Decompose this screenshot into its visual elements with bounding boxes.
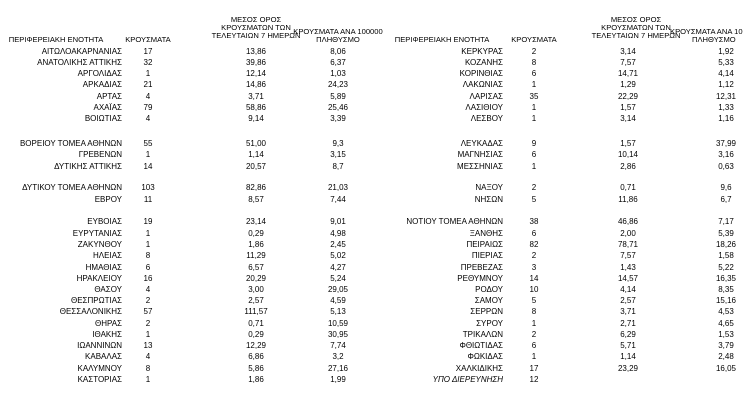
- avg7-value: 9,14: [248, 114, 264, 123]
- avg7-value: 51,00: [245, 139, 267, 148]
- region-name: ΡΕΘΥΜΝΟΥ: [457, 274, 503, 283]
- per100k-value: 0,63: [718, 162, 734, 171]
- region-name: ΡΟΔΟΥ: [475, 285, 503, 294]
- cases-value: 35: [529, 92, 539, 101]
- avg7-value: 20,29: [245, 274, 267, 283]
- cases-value: 21: [143, 80, 153, 89]
- cases-value: 6: [531, 150, 537, 159]
- table-row: [0, 239, 375, 250]
- avg7-value: 20,57: [245, 162, 267, 171]
- avg7-value: 2,71: [620, 319, 636, 328]
- table-row: [386, 216, 750, 227]
- region-name: ΙΘΑΚΗΣ: [92, 330, 122, 339]
- region-name: ΕΥΒΟΙΑΣ: [87, 217, 122, 226]
- table-row: [386, 91, 750, 102]
- per100k-value: 5,22: [718, 263, 734, 272]
- avg7-value: 3,14: [620, 114, 636, 123]
- avg7-value: 3,71: [620, 307, 636, 316]
- per100k-value: 1,58: [718, 251, 734, 260]
- table-row: [386, 239, 750, 250]
- region-name: ΥΠΟ ΔΙΕΡΕΥΝΗΣΗ: [432, 375, 503, 384]
- avg7-value: 5,71: [620, 341, 636, 350]
- region-name: ΚΑΣΤΟΡΙΑΣ: [77, 375, 122, 384]
- table-row: [0, 273, 375, 284]
- per100k-value: 5,33: [718, 58, 734, 67]
- cases-value: 10: [529, 285, 539, 294]
- header-per100k: ΚΡΟΥΣΜΑΤΑ ΑΝΑ 100000 ΠΛΗΘΥΣΜΟ: [293, 27, 383, 44]
- avg7-value: 6,86: [248, 352, 264, 361]
- avg7-value: 82,86: [245, 183, 267, 192]
- table-row: [0, 149, 375, 160]
- cases-value: 5: [531, 296, 537, 305]
- region-name: ΦΘΙΩΤΙΔΑΣ: [459, 341, 503, 350]
- per100k-value: 27,16: [327, 364, 349, 373]
- avg7-value: 7,57: [620, 58, 636, 67]
- table-row: [0, 57, 375, 68]
- table-row: [0, 182, 375, 193]
- avg7-value: 2,86: [620, 162, 636, 171]
- cases-value: 6: [531, 229, 537, 238]
- table-row: [386, 194, 750, 205]
- region-name: ΚΑΒΑΛΑΣ: [85, 352, 122, 361]
- region-name: ΦΩΚΙΔΑΣ: [467, 352, 503, 361]
- cases-value: 19: [143, 217, 153, 226]
- header-avg7-right: ΜΕΣΟΣ ΟΡΟΣ ΚΡΟΥΣΜΑΤΩΝ ΤΩΝ ΤΕΛΕΥΤΑΙΩΝ 7 ΗΜΕΡΩΝ: [591, 15, 681, 40]
- table-row: [386, 182, 750, 193]
- cases-value: 3: [531, 263, 537, 272]
- per100k-value: 7,74: [330, 341, 346, 350]
- cases-value: 2: [145, 296, 151, 305]
- table-row: [386, 374, 750, 385]
- region-name: ΚΟΡΙΝΘΙΑΣ: [459, 69, 503, 78]
- region-name: ΤΡΙΚΑΛΩΝ: [462, 330, 503, 339]
- avg7-value: 2,57: [620, 296, 636, 305]
- per100k-value: 12,31: [715, 92, 737, 101]
- per100k-value: 5,39: [718, 229, 734, 238]
- per100k-value: 5,13: [330, 307, 346, 316]
- avg7-value: 0,71: [248, 319, 264, 328]
- avg7-value: 58,86: [245, 103, 267, 112]
- cases-value: 6: [145, 263, 151, 272]
- region-name: ΔΥΤΙΚΗΣ ΑΤΤΙΚΗΣ: [54, 162, 122, 171]
- per100k-value: 4,14: [718, 69, 734, 78]
- region-name: ΖΑΚΥΝΘΟΥ: [77, 240, 122, 249]
- per100k-value: 29,05: [327, 285, 349, 294]
- cases-value: 2: [531, 183, 537, 192]
- cases-value: 6: [531, 341, 537, 350]
- per100k-value: 1,33: [718, 103, 734, 112]
- region-name: ΚΑΛΥΜΝΟΥ: [77, 364, 122, 373]
- cases-value: 103: [141, 183, 155, 192]
- avg7-value: 1,57: [620, 139, 636, 148]
- table-row: [386, 250, 750, 261]
- avg7-value: 14,57: [617, 274, 639, 283]
- region-name: ΛΑΡΙΣΑΣ: [469, 92, 503, 101]
- avg7-value: 10,14: [617, 150, 639, 159]
- table-row: [0, 68, 375, 79]
- table-row: [0, 228, 375, 239]
- table-row: [386, 262, 750, 273]
- per100k-value: 37,99: [715, 139, 737, 148]
- per100k-value: 8,35: [718, 285, 734, 294]
- table-row: [0, 374, 375, 385]
- cases-value: 4: [145, 92, 151, 101]
- cases-value: 8: [145, 251, 151, 260]
- per100k-value: 4,98: [330, 229, 346, 238]
- avg7-value: 12,14: [245, 69, 267, 78]
- header-region-right: ΠΕΡΙΦΕΡΕΙΑΚΗ ΕΝΟΤΗΤΑ: [394, 35, 490, 44]
- table-row: [0, 216, 375, 227]
- cases-value: 55: [143, 139, 153, 148]
- avg7-value: 0,71: [620, 183, 636, 192]
- table-row: [0, 284, 375, 295]
- avg7-value: 5,86: [248, 364, 264, 373]
- per100k-value: 6,7: [720, 195, 732, 204]
- right-table: [386, 0, 750, 403]
- avg7-value: 4,14: [620, 285, 636, 294]
- region-name: ΑΝΑΤΟΛΙΚΗΣ ΑΤΤΙΚΗΣ: [37, 58, 122, 67]
- per100k-value: 4,53: [718, 307, 734, 316]
- region-name: ΛΑΣΙΘΙΟΥ: [465, 103, 503, 112]
- table-row: [386, 46, 750, 57]
- avg7-value: 78,71: [617, 240, 639, 249]
- cases-value: 38: [529, 217, 539, 226]
- per100k-value: 25,46: [327, 103, 349, 112]
- avg7-value: 111,57: [244, 307, 268, 316]
- cases-value: 1: [531, 352, 537, 361]
- region-name: ΛΑΚΩΝΙΑΣ: [462, 80, 503, 89]
- cases-value: 11: [143, 195, 153, 204]
- avg7-value: 3,71: [248, 92, 264, 101]
- cases-value: 32: [143, 58, 153, 67]
- cases-value: 13: [143, 341, 153, 350]
- cases-value: 1: [145, 375, 151, 384]
- table-row: [386, 161, 750, 172]
- avg7-value: 13,86: [245, 47, 267, 56]
- table-row: [0, 79, 375, 90]
- region-name: ΜΕΣΣΗΝΙΑΣ: [457, 162, 503, 171]
- avg7-value: 1,43: [620, 263, 636, 272]
- region-name: ΣΥΡΟΥ: [476, 319, 503, 328]
- cases-value: 2: [531, 330, 537, 339]
- table-row: [386, 149, 750, 160]
- table-row: [386, 68, 750, 79]
- table-row: [0, 46, 375, 57]
- per100k-value: 1,16: [718, 114, 734, 123]
- avg7-value: 0,29: [248, 229, 264, 238]
- avg7-value: 23,29: [617, 364, 639, 373]
- table-row: [386, 295, 750, 306]
- table-row: [386, 284, 750, 295]
- table-row: [386, 102, 750, 113]
- avg7-value: 6,29: [620, 330, 636, 339]
- region-name: ΙΩΑΝΝΙΝΩΝ: [77, 341, 122, 350]
- per100k-value: 2,45: [330, 240, 346, 249]
- avg7-value: 3,00: [248, 285, 264, 294]
- avg7-value: 1,86: [248, 240, 264, 249]
- cases-value: 9: [531, 139, 537, 148]
- table-row: [386, 306, 750, 317]
- table-row: [386, 113, 750, 124]
- region-name: ΓΡΕΒΕΝΩΝ: [78, 150, 122, 159]
- cases-value: 1: [531, 103, 537, 112]
- table-row: [386, 228, 750, 239]
- region-name: ΘΕΣΣΑΛΟΝΙΚΗΣ: [59, 307, 122, 316]
- table-row: [386, 273, 750, 284]
- avg7-value: 23,14: [245, 217, 267, 226]
- cases-value: 1: [531, 114, 537, 123]
- avg7-value: 2,57: [248, 296, 264, 305]
- region-name: ΘΑΣΟΥ: [94, 285, 122, 294]
- per100k-value: 1,53: [718, 330, 734, 339]
- per100k-value: 5,02: [330, 251, 346, 260]
- table-row: [0, 138, 375, 149]
- per100k-value: 8,7: [332, 162, 344, 171]
- avg7-value: 14,71: [617, 69, 639, 78]
- region-name: ΚΟΖΑΝΗΣ: [464, 58, 503, 67]
- cases-value: 1: [145, 69, 151, 78]
- region-name: ΣΑΜΟΥ: [474, 296, 503, 305]
- cases-value: 1: [145, 150, 151, 159]
- table-row: [0, 318, 375, 329]
- region-name: ΒΟΡΕΙΟΥ ΤΟΜΕΑ ΑΘΗΝΩΝ: [19, 139, 122, 148]
- per100k-value: 9,6: [720, 183, 732, 192]
- region-name: ΔΥΤΙΚΟΥ ΤΟΜΕΑ ΑΘΗΝΩΝ: [22, 183, 122, 192]
- per100k-value: 24,23: [327, 80, 349, 89]
- avg7-value: 12,29: [245, 341, 267, 350]
- table-row: [0, 194, 375, 205]
- region-name: ΜΑΓΝΗΣΙΑΣ: [457, 150, 503, 159]
- cases-value: 8: [531, 307, 537, 316]
- table-row: [0, 340, 375, 351]
- per100k-value: 4,65: [718, 319, 734, 328]
- table-row: [0, 351, 375, 362]
- table-row: [0, 295, 375, 306]
- cases-value: 4: [145, 352, 151, 361]
- region-name: ΕΥΡΥΤΑΝΙΑΣ: [72, 229, 122, 238]
- per100k-value: 1,03: [330, 69, 346, 78]
- per100k-value: 16,05: [715, 364, 737, 373]
- cases-value: 1: [531, 80, 537, 89]
- region-name: ΗΛΕΙΑΣ: [93, 251, 122, 260]
- per100k-value: 21,03: [327, 183, 349, 192]
- region-name: ΘΕΣΠΡΩΤΙΑΣ: [71, 296, 122, 305]
- avg7-value: 3,14: [620, 47, 636, 56]
- avg7-value: 6,57: [248, 263, 264, 272]
- region-name: ΑΡΓΟΛΙΔΑΣ: [77, 69, 122, 78]
- per100k-value: 30,95: [327, 330, 349, 339]
- cases-value: 16: [143, 274, 153, 283]
- region-name: ΠΡΕΒΕΖΑΣ: [460, 263, 503, 272]
- cases-value: 14: [529, 274, 539, 283]
- region-name: ΝΑΞΟΥ: [475, 183, 503, 192]
- avg7-value: 22,29: [617, 92, 639, 101]
- table-row: [386, 363, 750, 374]
- table-row: [0, 102, 375, 113]
- per100k-value: 3,39: [330, 114, 346, 123]
- region-name: ΠΕΙΡΑΙΩΣ: [466, 240, 503, 249]
- per100k-value: 3,79: [718, 341, 734, 350]
- cases-value: 2: [145, 319, 151, 328]
- cases-value: 2: [531, 47, 537, 56]
- avg7-value: 8,57: [248, 195, 264, 204]
- per100k-value: 9,01: [330, 217, 346, 226]
- table-row: [386, 138, 750, 149]
- table-row: [386, 329, 750, 340]
- cases-value: 1: [531, 319, 537, 328]
- region-name: ΑΙΤΩΛΟΑΚΑΡΝΑΝΙΑΣ: [41, 47, 122, 56]
- table-row: [0, 306, 375, 317]
- cases-value: 1: [145, 240, 151, 249]
- cases-value: 79: [143, 103, 153, 112]
- region-name: ΑΡΤΑΣ: [96, 92, 122, 101]
- region-name: ΧΑΛΚΙΔΙΚΗΣ: [455, 364, 503, 373]
- cases-value: 82: [529, 240, 539, 249]
- per100k-value: 3,15: [330, 150, 346, 159]
- per100k-value: 1,92: [718, 47, 734, 56]
- per100k-value: 4,59: [330, 296, 346, 305]
- avg7-value: 46,86: [617, 217, 639, 226]
- region-name: ΗΡΑΚΛΕΙΟΥ: [76, 274, 122, 283]
- region-name: ΑΧΑΪΑΣ: [93, 103, 122, 112]
- cases-value: 4: [145, 114, 151, 123]
- table-row: [0, 363, 375, 374]
- cases-value: 17: [529, 364, 539, 373]
- per100k-value: 3,2: [332, 352, 344, 361]
- per100k-value: 1,99: [330, 375, 346, 384]
- avg7-value: 1,29: [620, 80, 636, 89]
- avg7-value: 1,14: [620, 352, 636, 361]
- per100k-value: 2,48: [718, 352, 734, 361]
- per100k-value: 6,37: [330, 58, 346, 67]
- avg7-value: 39,86: [245, 58, 267, 67]
- table-row: [0, 329, 375, 340]
- region-name: ΣΕΡΡΩΝ: [470, 307, 503, 316]
- avg7-value: 2,00: [620, 229, 636, 238]
- avg7-value: 7,57: [620, 251, 636, 260]
- per100k-value: 5,24: [330, 274, 346, 283]
- region-name: ΞΑΝΘΗΣ: [469, 229, 503, 238]
- cases-value: 57: [143, 307, 153, 316]
- region-name: ΘΗΡΑΣ: [94, 319, 122, 328]
- cases-value: 6: [531, 69, 537, 78]
- table-row: [0, 113, 375, 124]
- table-row: [0, 250, 375, 261]
- avg7-value: 14,86: [245, 80, 267, 89]
- cases-value: 14: [143, 162, 153, 171]
- per100k-value: 8,06: [330, 47, 346, 56]
- per100k-value: 4,27: [330, 263, 346, 272]
- avg7-value: 1,14: [248, 150, 264, 159]
- cases-value: 8: [531, 58, 537, 67]
- cases-value: 1: [145, 330, 151, 339]
- region-name: ΗΜΑΘΙΑΣ: [85, 263, 122, 272]
- avg7-value: 11,29: [246, 251, 266, 260]
- per100k-value: 5,89: [330, 92, 346, 101]
- table-row: [386, 79, 750, 90]
- region-name: ΝΟΤΙΟΥ ΤΟΜΕΑ ΑΘΗΝΩΝ: [406, 217, 503, 226]
- avg7-value: 1,57: [620, 103, 636, 112]
- region-name: ΒΟΙΩΤΙΑΣ: [84, 114, 122, 123]
- header-per100k-right: ΚΡΟΥΣΜΑΤΑ ΑΝΑ 10 ΠΛΗΘΥΣΜΟ: [670, 27, 743, 44]
- table-row: [0, 262, 375, 273]
- cases-value: 1: [145, 229, 151, 238]
- table-row: [0, 161, 375, 172]
- per100k-value: 7,44: [330, 195, 346, 204]
- per100k-value: 1,12: [718, 80, 734, 89]
- table-row: [386, 340, 750, 351]
- per100k-value: 9,3: [332, 139, 344, 148]
- cases-value: 8: [145, 364, 151, 373]
- region-name: ΛΕΣΒΟΥ: [470, 114, 503, 123]
- header-cases-right: ΚΡΟΥΣΜΑΤΑ: [511, 35, 557, 44]
- region-name: ΑΡΚΑΔΙΑΣ: [82, 80, 122, 89]
- avg7-value: 1,86: [248, 375, 264, 384]
- per100k-value: 18,26: [715, 240, 737, 249]
- per100k-value: 7,17: [718, 217, 734, 226]
- cases-value: 5: [531, 195, 537, 204]
- cases-value: 12: [529, 375, 539, 384]
- region-name: ΛΕΥΚΑΔΑΣ: [460, 139, 503, 148]
- table-row: [386, 351, 750, 362]
- region-name: ΠΙΕΡΙΑΣ: [471, 251, 503, 260]
- cases-value: 4: [145, 285, 151, 294]
- per100k-value: 3,16: [718, 150, 734, 159]
- header-avg7: ΜΕΣΟΣ ΟΡΟΣ ΚΡΟΥΣΜΑΤΩΝ ΤΩΝ ΤΕΛΕΥΤΑΙΩΝ 7 ΗΜΕΡΩΝ: [211, 15, 301, 40]
- region-name: ΝΗΣΩΝ: [474, 195, 503, 204]
- cases-value: 2: [531, 251, 537, 260]
- table-row: [386, 318, 750, 329]
- table-row: [0, 91, 375, 102]
- header-region: ΠΕΡΙΦΕΡΕΙΑΚΗ ΕΝΟΤΗΤΑ: [8, 35, 104, 44]
- header-cases: ΚΡΟΥΣΜΑΤΑ: [125, 35, 171, 44]
- cases-value: 1: [531, 162, 537, 171]
- region-name: ΚΕΡΚΥΡΑΣ: [461, 47, 503, 56]
- per100k-value: 10,59: [327, 319, 349, 328]
- table-row: [386, 57, 750, 68]
- avg7-value: 0,29: [248, 330, 264, 339]
- per100k-value: 16,35: [715, 274, 737, 283]
- avg7-value: 11,86: [618, 195, 638, 204]
- per100k-value: 15,16: [715, 296, 737, 305]
- cases-value: 17: [143, 47, 153, 56]
- region-name: ΕΒΡΟΥ: [94, 195, 122, 204]
